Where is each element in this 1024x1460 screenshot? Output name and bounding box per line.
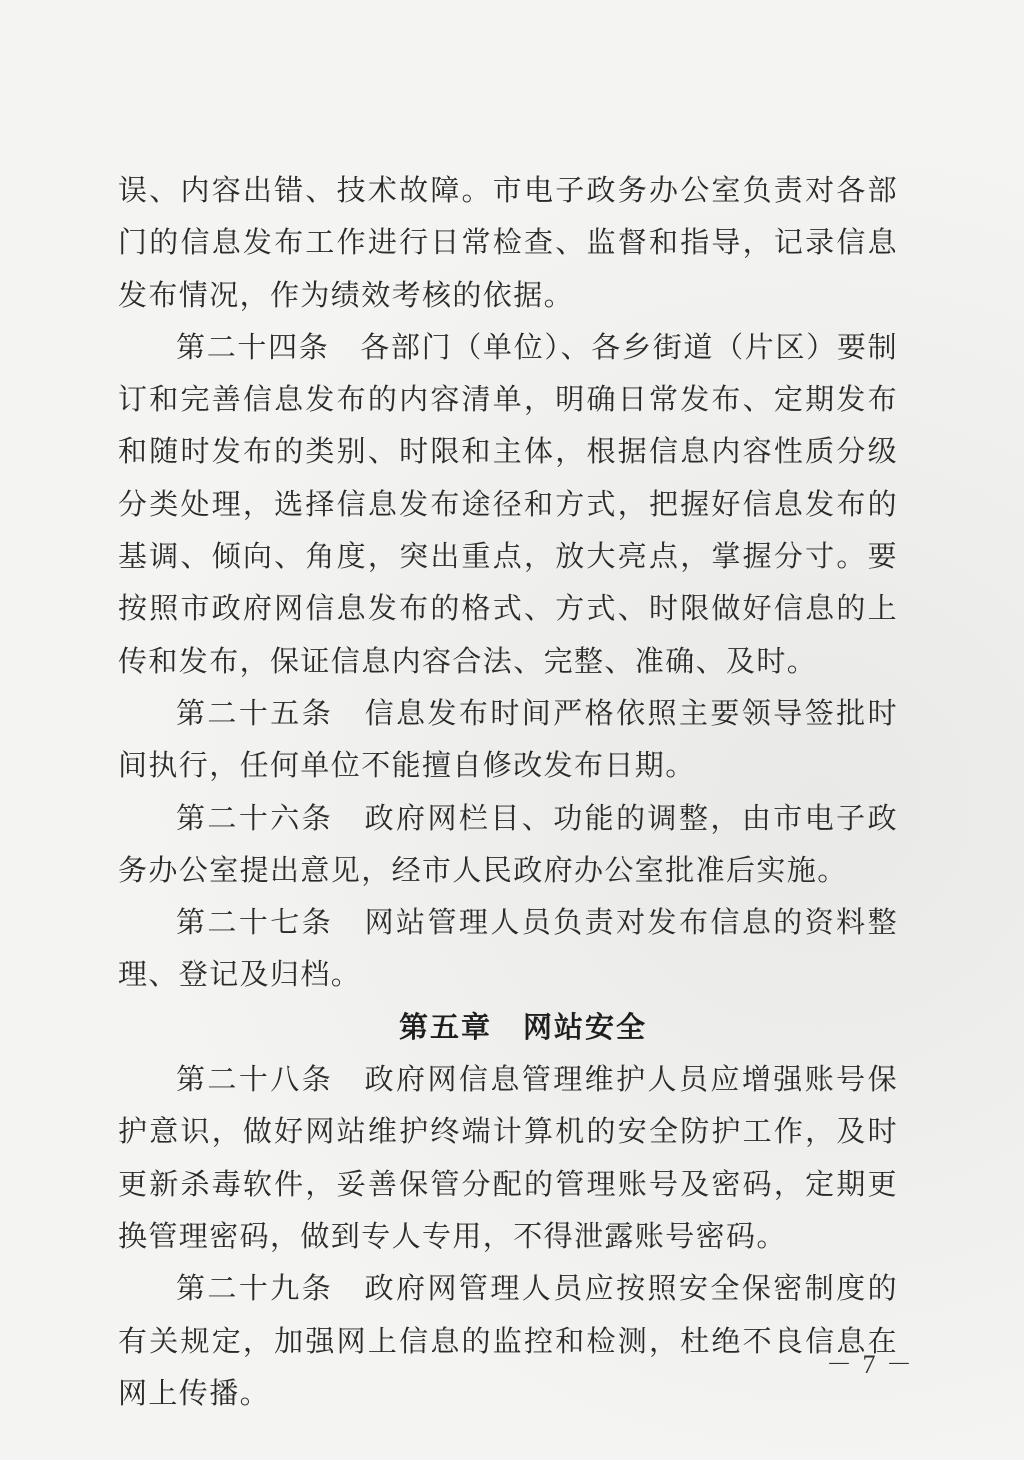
- body-text: [118, 164, 898, 1419]
- chapter-title: 第五章 网站安全: [398, 1009, 647, 1044]
- paragraph-continuation: 误、内容出错、技术故障。市电子政务办公室负责对各部门的信息发布工作进行日常检查、监督和指导，记录信息发布情况，作为绩效考核的依据。: [118, 173, 898, 312]
- page-number: － 7 －: [826, 1350, 915, 1379]
- article-24: 第二十四条 各部门（单位）、各乡街道（片区）要制订和完善信息发布的内容清单，明确日常发布、定期发布和随时发布的类别、时限和主体，根据信息内容性质分级分类处理，选择信息发布途径和方式，把握好信息发布的基调、倾向、角度，突出重点，放大亮点，掌握分寸。要按照市政府网信息发布的格式、方式、时限做好信息的上传和发布，保证信息内容合法、完整、准确、及时。: [118, 329, 898, 678]
- article-25: 第二十五条 信息发布时间严格依照主要领导签批时间执行，任何单位不能擅自修改发布日期。: [118, 695, 898, 783]
- article-27: 第二十七条 网站管理人员负责对发布信息的资料整理、登记及归档。: [118, 905, 898, 992]
- article-29: 第二十九条 政府网管理人员应按照安全保密制度的有关规定，加强网上信息的监控和检测，杜绝不良信息在网上传播。: [118, 1271, 898, 1410]
- article-26: 第二十六条 政府网栏目、功能的调整，由市电子政务办公室提出意见，经市人民政府办公室批准后实施。: [118, 800, 898, 887]
- article-28: 第二十八条 政府网信息管理维护人员应增强账号保护意识，做好网站维护终端计算机的安全防护工作，及时更新杀毒软件，妥善保管分配的管理账号及密码，定期更换管理密码，做到专人专用，不得泄露账号密码。: [118, 1062, 898, 1253]
